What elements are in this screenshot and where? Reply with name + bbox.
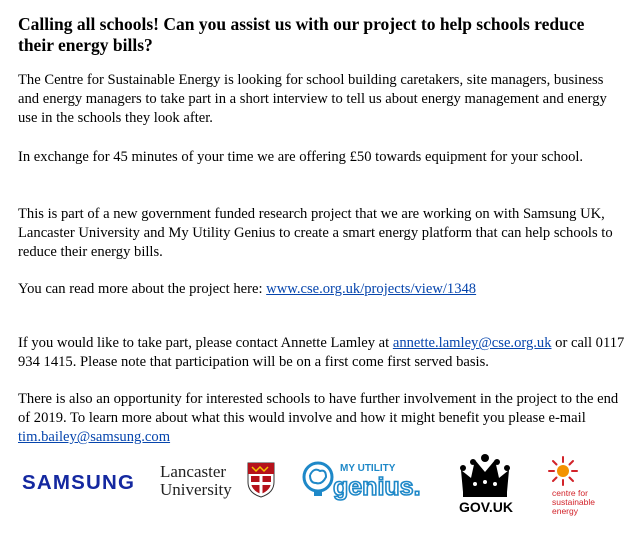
contact-text: If you would like to take part, please contact Annette Lamley at <box>18 335 393 351</box>
read-more-paragraph <box>18 280 628 299</box>
project-paragraph: This is part of a new government funded research project that we are working on with Samsung UK, Lancaster University and My Utility Genius to create a smart energy platform that can help schools to reduce their energy bills. <box>18 206 613 260</box>
contact-text-continued: or call 0117 934 1415. Please note that participation will be on a first come first served basis. <box>18 335 625 370</box>
involvement-paragraph <box>18 390 628 447</box>
cse-logo-line3: energy <box>552 506 578 516</box>
crown-icon <box>455 452 515 498</box>
samsung-logo: SAMSUNG <box>22 471 136 494</box>
involvement-text: There is also an opportunity for interested schools to have further involvement in the project to the end of 2019. To learn more about what this would involve and how it might benefit you please e-mail <box>18 391 619 426</box>
cse-logo-line1: centre for <box>552 488 588 498</box>
lancaster-logo-line1: Lancaster <box>160 462 227 481</box>
sun-icon <box>545 455 581 487</box>
intro-paragraph: The Centre for Sustainable Energy is looking for school building caretakers, site managers, business and energy managers to take part in a short interview to tell us about energy management and energy use in the schools they look after. <box>18 72 607 126</box>
read-more-text: You can read more about the project here: <box>18 281 267 297</box>
genius-label: genius. <box>333 473 421 501</box>
cse-logo-line2: sustainable <box>552 497 596 507</box>
lancaster-logo-line2: University <box>160 480 232 499</box>
lancaster-crest-icon <box>246 462 276 498</box>
lancaster-university-logo <box>160 460 280 504</box>
my-utility-genius-logo <box>300 455 440 510</box>
incentive-paragraph: In exchange for 45 minutes of your time we are offering £50 towards equipment for your school. <box>18 149 584 165</box>
samsung-email-link[interactable]: tim.bailey@samsung.com <box>18 429 171 445</box>
contact-paragraph <box>18 334 628 372</box>
contact-email-link[interactable]: annette.lamley@cse.org.uk <box>392 335 552 351</box>
govuk-label: GOV.UK <box>459 499 513 515</box>
project-link[interactable]: www.cse.org.uk/projects/view/1348 <box>266 281 477 297</box>
govuk-logo <box>455 452 525 518</box>
page-title: Calling all schools! Can you assist us with our project to help schools reduce their energy bills? <box>18 14 585 55</box>
cse-logo <box>543 455 613 517</box>
my-utility-label: MY UTILITY <box>340 463 396 474</box>
my-utility-genius-icon <box>300 455 440 505</box>
